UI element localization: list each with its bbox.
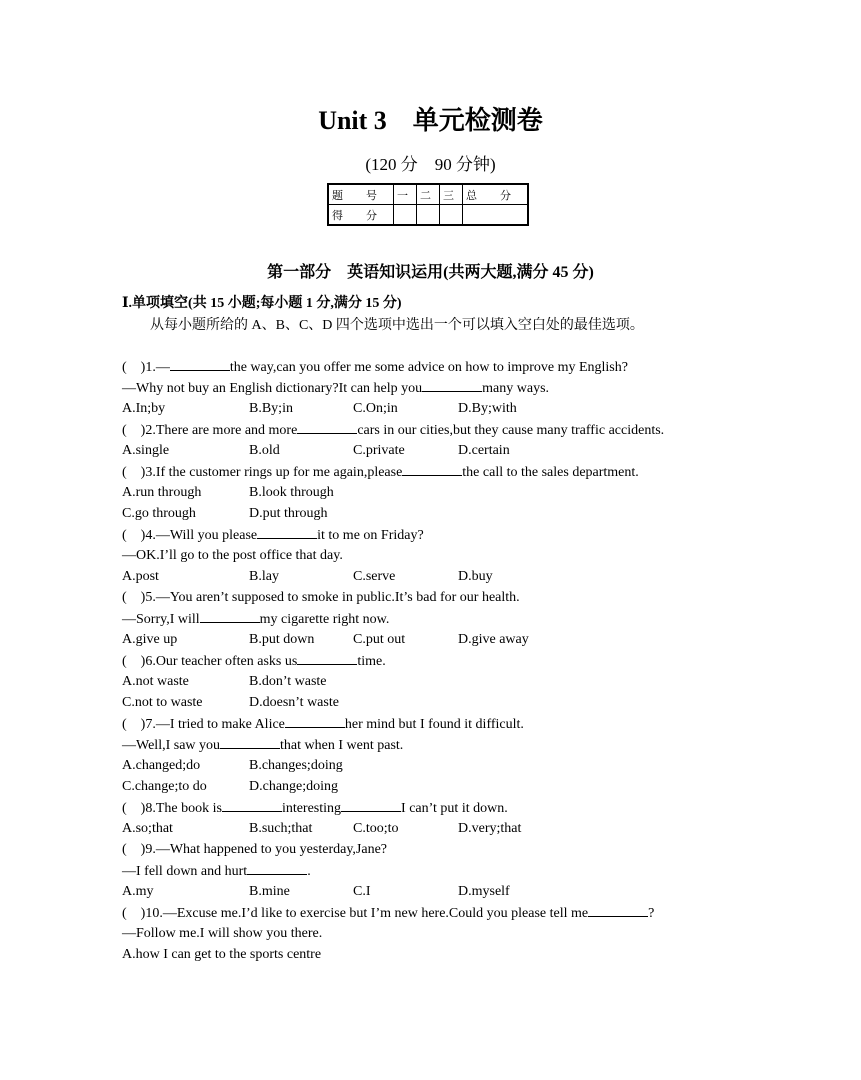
option-d: D.By;with <box>458 401 517 416</box>
page-subtitle: (120 分 90 分钟) <box>365 155 496 174</box>
question-2-options <box>122 440 762 461</box>
answer-blank <box>170 356 230 371</box>
question-8-options <box>122 818 762 839</box>
option-b: B.old <box>249 443 280 458</box>
score-cell-1[interactable] <box>394 205 417 226</box>
answer-blank <box>588 902 648 917</box>
score-col-1: 一 <box>394 184 417 205</box>
question-7: ( )7.—I tried to make Alice her mind but I found it difficult. <box>122 713 762 734</box>
option-a: A.In;by <box>122 401 166 416</box>
part-heading: 第一部分 英语知识运用(共两大题,满分 45 分) <box>267 264 594 281</box>
question-3-options-cd <box>122 503 762 524</box>
question-3: ( )3.If the customer rings up for me again,please the call to the sales department. <box>122 461 762 482</box>
option-d: D.very;that <box>458 821 522 836</box>
option-a: A.single <box>122 443 170 458</box>
answer-blank <box>247 860 307 875</box>
option-b: B.By;in <box>249 401 293 416</box>
question-10: ( )10.—Excuse me.I’d like to exercise but I’m new here.Could you please tell me ? <box>122 902 762 923</box>
answer-blank <box>297 419 357 434</box>
option-a: A.changed;do <box>122 758 201 773</box>
option-d: D.doesn’t waste <box>249 695 339 710</box>
option-d: D.buy <box>458 569 493 584</box>
question-7-options-ab <box>122 755 762 776</box>
option-a: A.run through <box>122 485 202 500</box>
answer-blank <box>402 461 462 476</box>
question-1-options <box>122 398 762 419</box>
option-c: C.too;to <box>353 821 399 836</box>
option-d: D.certain <box>458 443 510 458</box>
option-c: C.I <box>353 884 371 899</box>
score-table <box>327 183 529 226</box>
page-title: Unit 3 单元检测卷 <box>318 106 543 135</box>
question-4-options <box>122 566 762 587</box>
section-instruction: 从每小题所给的 A、B、C、D 四个选项中选出一个可以填入空白处的最佳选项。 <box>150 318 644 333</box>
question-2: ( )2.There are more and more cars in our cities,but they cause many traffic accidents. <box>122 419 762 440</box>
option-a: A.give up <box>122 632 178 647</box>
question-6: ( )6.Our teacher often asks us time. <box>122 650 762 671</box>
option-d: D.give away <box>458 632 529 647</box>
answer-blank <box>285 713 345 728</box>
option-c: C.change;to do <box>122 779 207 794</box>
option-a: A.so;that <box>122 821 173 836</box>
question-4: ( )4.—Will you please it to me on Friday? <box>122 524 762 545</box>
option-b: B.lay <box>249 569 279 584</box>
score-table-score-row <box>328 205 528 226</box>
answer-blank <box>297 650 357 665</box>
question-1: ( )1.— the way,can you offer me some advice on how to improve my English? <box>122 356 762 377</box>
question-7-options-cd <box>122 776 762 797</box>
answer-blank <box>257 524 317 539</box>
option-c: C.put out <box>353 632 406 647</box>
question-7-response: —Well,I saw you that when I went past. <box>122 734 762 755</box>
question-5-response: —Sorry,I will my cigarette right now. <box>122 608 762 629</box>
score-table-header-row <box>328 184 528 205</box>
option-b: B.look through <box>249 485 334 500</box>
option-c: C.serve <box>353 569 396 584</box>
score-label-score: 得 分 <box>328 205 394 226</box>
question-8: ( )8.The book is interesting I can’t put it down. <box>122 797 762 818</box>
option-b: B.don’t waste <box>249 674 327 689</box>
option-b: B.put down <box>249 632 315 647</box>
option-c: C.not to waste <box>122 695 203 710</box>
score-col-total: 总 分 <box>463 184 529 205</box>
question-list <box>122 356 762 965</box>
question-6-options-ab <box>122 671 762 692</box>
option-a: A.my <box>122 884 154 899</box>
option-a: A.post <box>122 569 159 584</box>
section-heading: Ⅰ.单项填空(共 15 小题;每小题 1 分,满分 15 分) <box>122 296 402 311</box>
question-5: ( )5.—You aren’t supposed to smoke in public.It’s bad for our health. <box>122 590 520 605</box>
question-10-response: —Follow me.I will show you there. <box>122 926 323 941</box>
option-b: B.changes;doing <box>249 758 343 773</box>
option-c: C.private <box>353 443 405 458</box>
answer-blank <box>220 734 280 749</box>
question-1-response: —Why not buy an English dictionary?It can help you many ways. <box>122 377 762 398</box>
option-b: B.mine <box>249 884 290 899</box>
score-col-3: 三 <box>440 184 463 205</box>
question-4-response: —OK.I’ll go to the post office that day. <box>122 548 343 563</box>
question-9-response: —I fell down and hurt . <box>122 860 762 881</box>
option-c: C.On;in <box>353 401 398 416</box>
option-d: D.change;doing <box>249 779 339 794</box>
answer-blank <box>422 377 482 392</box>
question-3-options-ab <box>122 482 762 503</box>
option-b: B.such;that <box>249 821 313 836</box>
option-d: D.put through <box>249 506 328 521</box>
score-cell-2[interactable] <box>417 205 440 226</box>
question-5-options <box>122 629 762 650</box>
score-cell-total[interactable] <box>463 205 529 226</box>
question-10-option-a: A.how I can get to the sports centre <box>122 947 322 962</box>
option-a: A.not waste <box>122 674 189 689</box>
question-6-options-cd <box>122 692 762 713</box>
answer-blank <box>341 797 401 812</box>
score-label-question: 题 号 <box>328 184 394 205</box>
option-d: D.myself <box>458 884 510 899</box>
score-col-2: 二 <box>417 184 440 205</box>
question-9: ( )9.—What happened to you yesterday,Jane? <box>122 842 387 857</box>
question-9-options <box>122 881 762 902</box>
answer-blank <box>200 608 260 623</box>
answer-blank <box>222 797 282 812</box>
option-c: C.go through <box>122 506 196 521</box>
score-cell-3[interactable] <box>440 205 463 226</box>
